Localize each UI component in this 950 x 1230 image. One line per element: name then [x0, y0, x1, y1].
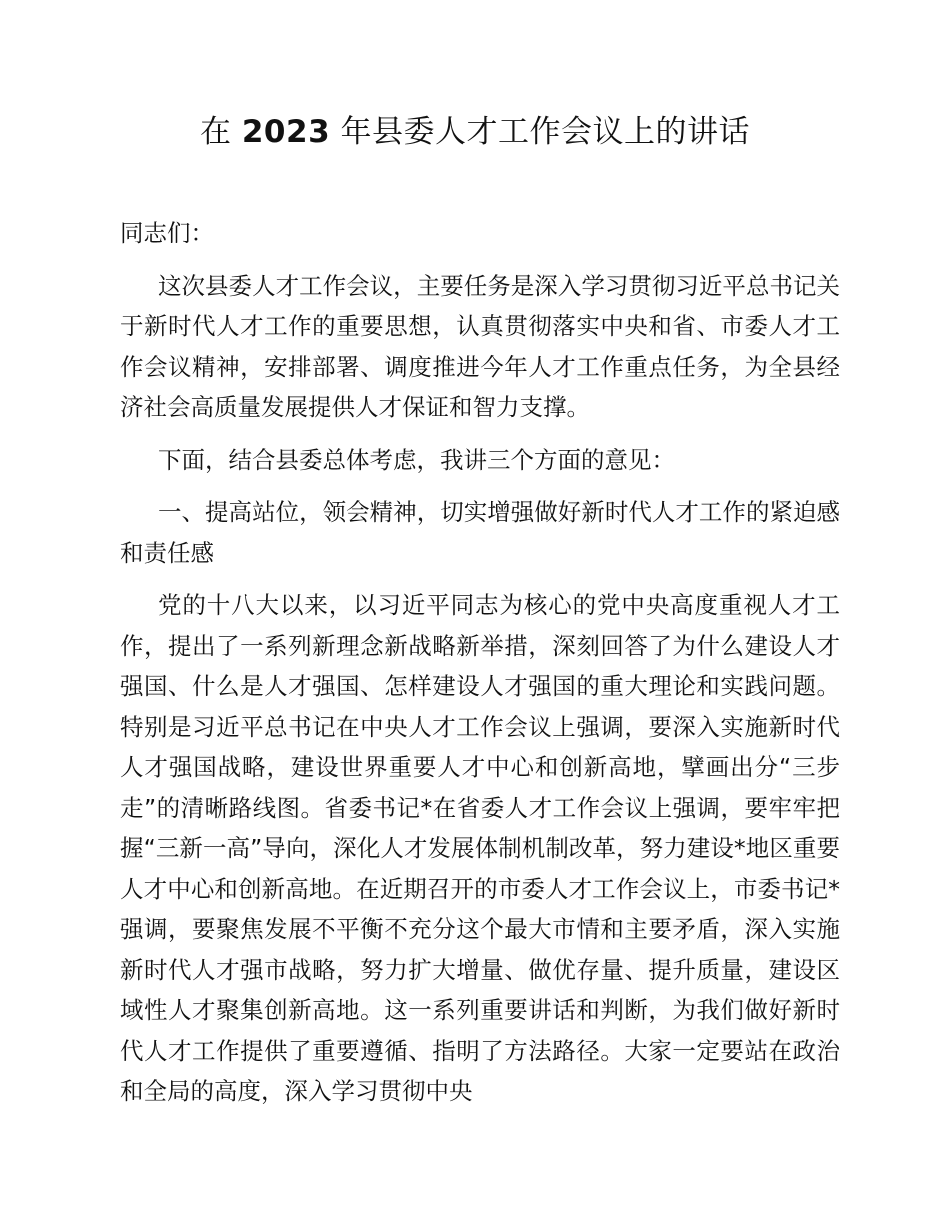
document-body — [120, 213, 840, 1124]
salutation: 同志们： — [120, 219, 214, 247]
paragraph-section-1: 党的十八大以来，以习近平同志为核心的党中央高度重视人才工作，提出了一系列新理念新战略新举措，深刻回答了为什么建设人才强国、什么是人才强国、怎样建设人才强国的重大理论和实践问题。特别是习近平总书记在中央人才工作会议上强调，要深入实施新时代人才强国战略，建设世界重要人才中心和创新高地，擘画出分“三步走”的清晰路线图。省委书记*在省委人才工作会议上强调，要牢牢把握“三新一高”导向，深化人才发展体制机制改革，努力建设*地区重要人才中心和创新高地。在近期召开的市委人才工作会议上，市委书记*强调，要聚焦发展不平衡不充分这个最大市情和主要矛盾，深入实施新时代人才强市战略，努力扩大增量、做优存量、提升质量，建设区域性人才聚集创新高地。这一系列重要讲话和判断，为我们做好新时代人才工作提供了重要遵循、指明了方法路径。大家一定要站在政治和全局的高度，深入学习贯彻中央 — [120, 591, 840, 1105]
title-year: 2023 — [241, 114, 331, 150]
title-prefix: 在 — [200, 114, 232, 150]
paragraph-intro: 这次县委人才工作会议，主要任务是深入学习贯彻习近平总书记关于新时代人才工作的重要思想，认真贯彻落实中央和省、市委人才工作会议精神，安排部署、调度推进今年人才工作重点任务，为全县经济社会高质量发展提供人才保证和智力支撑。 — [120, 271, 840, 421]
paragraph-outline: 下面，结合县委总体考虑，我讲三个方面的意见： — [158, 445, 675, 474]
section-heading-1: 一、提高站位，领会精神，切实增强做好新时代人才工作的紧迫感和责任感 — [120, 498, 840, 567]
title-suffix: 年县委人才工作会议上的讲话 — [340, 114, 750, 150]
document-title — [0, 108, 950, 156]
